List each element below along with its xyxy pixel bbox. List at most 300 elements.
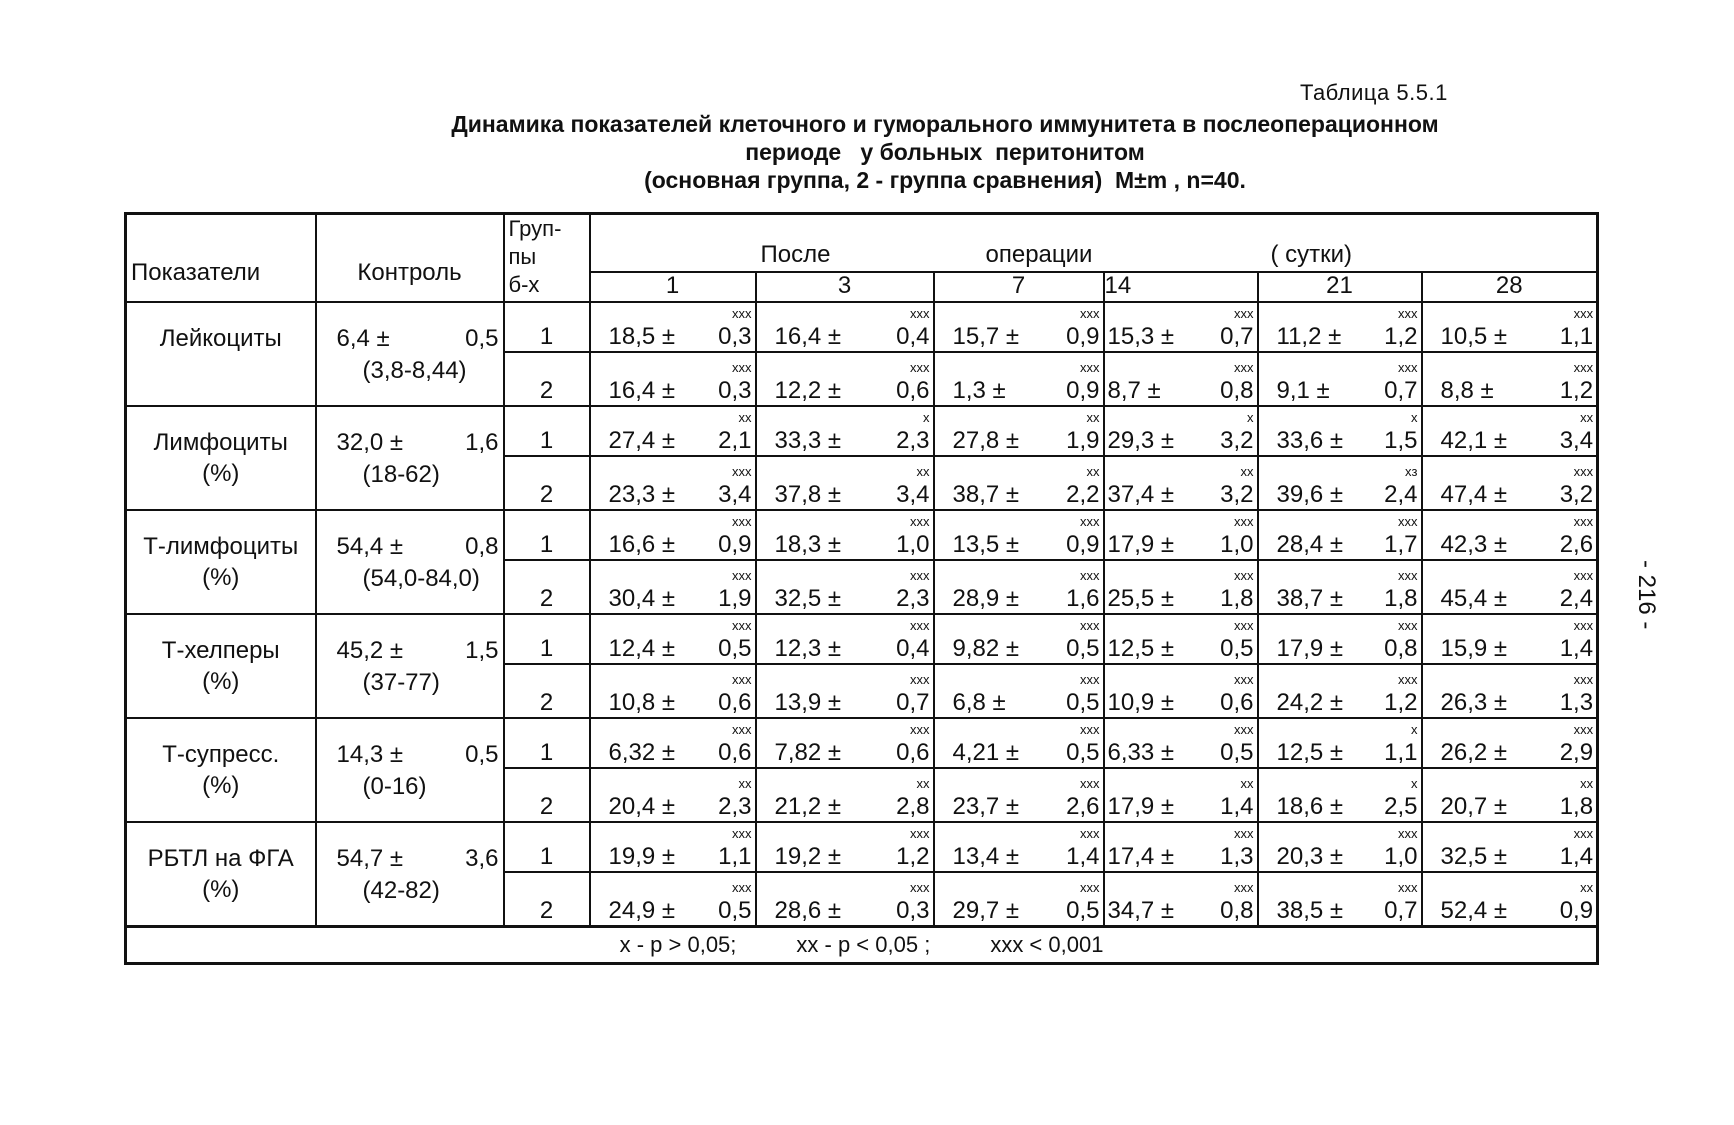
value-cell <box>934 822 1104 872</box>
mean-value: 4,21 ± <box>952 739 1020 766</box>
indicator-name-line: Лейкоциты <box>159 325 282 352</box>
indicator-name-line: (%) <box>202 876 240 903</box>
value-cell <box>756 510 934 560</box>
error-value: 2,2 <box>1066 481 1100 508</box>
header-groups-line: пы <box>508 244 537 269</box>
value-cell <box>1104 352 1258 406</box>
control-value <box>316 614 504 718</box>
mean-value: 24,9 ± <box>608 897 676 924</box>
legend-item: x - p > 0,05; <box>619 932 737 957</box>
control-range: (42-82) <box>362 877 440 904</box>
title-line: периоде у больных перитонитом <box>745 139 1145 165</box>
error-value: 0,7 <box>1384 897 1418 924</box>
title-line: (основная группа, 2 - группа сравнения) M±m , n=40. <box>644 167 1246 193</box>
value-cell <box>1422 456 1598 510</box>
error-value: 1,2 <box>896 843 930 870</box>
significance-mark: xx <box>1580 410 1594 425</box>
value-cell <box>934 456 1104 510</box>
significance-mark: xxx <box>1573 618 1594 633</box>
value-cell <box>590 614 756 664</box>
significance-mark: xxx <box>1234 514 1254 529</box>
mean-value: 52,4 ± <box>1440 897 1508 924</box>
control-value <box>316 406 504 510</box>
legend-item: xxx < 0,001 <box>990 932 1104 957</box>
value-cell <box>590 406 756 456</box>
value-cell <box>1258 510 1422 560</box>
mean-value: 21,2 ± <box>774 793 842 820</box>
table-row <box>126 406 1598 456</box>
error-value: 2,6 <box>1559 531 1594 558</box>
group-number: 2 <box>504 768 590 822</box>
indicator-name-line: Т-хелперы <box>161 637 280 664</box>
value-cell <box>1104 614 1258 664</box>
error-value: 1,8 <box>1559 793 1594 820</box>
mean-value: 17,9 ± <box>1107 531 1175 558</box>
mean-value: 38,5 ± <box>1276 897 1344 924</box>
value-cell <box>1258 302 1422 352</box>
mean-value: 8,7 ± <box>1107 377 1161 404</box>
error-value: 1,1 <box>718 843 752 870</box>
value-cell <box>1104 560 1258 614</box>
significance-mark: xxx <box>732 360 752 375</box>
error-value: 0,3 <box>896 897 930 924</box>
significance-mark: xxx <box>1080 568 1100 583</box>
value-cell <box>934 302 1104 352</box>
error-value: 1,1 <box>1559 323 1594 350</box>
indicator-name <box>126 406 316 510</box>
value-cell <box>1104 406 1258 456</box>
mean-value: 20,3 ± <box>1276 843 1344 870</box>
significance-mark: xxx <box>1234 826 1254 841</box>
control-range: (37-77) <box>362 669 440 696</box>
mean-value: 42,1 ± <box>1440 427 1508 454</box>
error-value: 1,1 <box>1384 739 1418 766</box>
mean-value: 38,7 ± <box>952 481 1020 508</box>
value-cell <box>1258 614 1422 664</box>
error-value: 0,6 <box>896 377 930 404</box>
mean-value: 6,8 ± <box>952 689 1006 716</box>
mean-value: 28,6 ± <box>774 897 842 924</box>
significance-mark: x <box>923 410 930 425</box>
value-cell <box>756 664 934 718</box>
error-value: 1,8 <box>1384 585 1418 612</box>
error-value: 2,3 <box>718 793 752 820</box>
table-row <box>126 302 1598 352</box>
control-mean: 32,0 ± <box>336 429 404 456</box>
mean-value: 15,7 ± <box>952 323 1020 350</box>
error-value: 2,9 <box>1559 739 1594 766</box>
mean-value: 13,5 ± <box>952 531 1020 558</box>
mean-value: 12,5 ± <box>1276 739 1344 766</box>
value-cell <box>1104 456 1258 510</box>
value-cell <box>1258 872 1422 927</box>
mean-value: 15,3 ± <box>1107 323 1175 350</box>
mean-value: 37,8 ± <box>774 481 842 508</box>
error-value: 1,8 <box>1220 585 1254 612</box>
value-cell <box>934 406 1104 456</box>
mean-value: 10,5 ± <box>1440 323 1508 350</box>
table-title <box>380 110 1510 194</box>
header-day: 1 <box>590 272 756 302</box>
mean-value: 47,4 ± <box>1440 481 1508 508</box>
significance-mark: xxx <box>910 672 930 687</box>
mean-value: 29,7 ± <box>952 897 1020 924</box>
significance-mark: xxx <box>1080 618 1100 633</box>
significance-mark: xxx <box>732 568 752 583</box>
mean-value: 17,4 ± <box>1107 843 1175 870</box>
error-value: 0,3 <box>718 377 752 404</box>
error-value: 2,1 <box>718 427 752 454</box>
mean-value: 8,8 ± <box>1440 377 1494 404</box>
value-cell <box>590 352 756 406</box>
significance-mark: xxx <box>1080 880 1100 895</box>
group-number: 1 <box>504 406 590 456</box>
significance-mark: xxx <box>1573 464 1594 479</box>
error-value: 2,5 <box>1384 793 1418 820</box>
error-value: 2,4 <box>1559 585 1594 612</box>
significance-mark: xxx <box>910 618 930 633</box>
error-value: 1,7 <box>1384 531 1418 558</box>
indicator-name <box>126 718 316 822</box>
error-value: 1,2 <box>1384 323 1418 350</box>
mean-value: 25,5 ± <box>1107 585 1175 612</box>
error-value: 0,9 <box>718 531 752 558</box>
significance-mark: xxx <box>1234 618 1254 633</box>
control-error: 0,5 <box>465 741 499 768</box>
error-value: 2,3 <box>896 585 930 612</box>
significance-mark: xxx <box>732 826 752 841</box>
error-value: 0,4 <box>896 323 930 350</box>
value-cell <box>590 718 756 768</box>
significance-mark: xxx <box>1398 360 1418 375</box>
value-cell <box>756 352 934 406</box>
mean-value: 37,4 ± <box>1107 481 1175 508</box>
value-cell <box>1422 406 1598 456</box>
mean-value: 16,6 ± <box>608 531 676 558</box>
error-value: 0,5 <box>1066 897 1100 924</box>
significance-mark: xx <box>1580 776 1594 791</box>
title-line: Динамика показателей клеточного и гуморального иммунитета в послеоперационном <box>451 111 1439 137</box>
error-value: 0,6 <box>718 689 752 716</box>
error-value: 0,6 <box>896 739 930 766</box>
error-value: 1,4 <box>1559 843 1594 870</box>
mean-value: 17,9 ± <box>1276 635 1344 662</box>
mean-value: 18,5 ± <box>608 323 676 350</box>
value-cell <box>934 664 1104 718</box>
control-mean: 14,3 ± <box>336 741 404 768</box>
significance-mark: xxx <box>910 568 930 583</box>
header-day: 21 <box>1258 272 1422 302</box>
significance-mark: xxx <box>1573 568 1594 583</box>
group-number: 1 <box>504 822 590 872</box>
significance-mark: xxx <box>1398 306 1418 321</box>
value-cell <box>756 614 934 664</box>
mean-value: 12,5 ± <box>1107 635 1175 662</box>
indicator-name <box>126 822 316 927</box>
mean-value: 27,8 ± <box>952 427 1020 454</box>
mean-value: 7,82 ± <box>774 739 842 766</box>
value-cell <box>1104 768 1258 822</box>
mean-value: 12,2 ± <box>774 377 842 404</box>
significance-mark: x <box>1411 722 1418 737</box>
value-cell <box>1422 664 1598 718</box>
mean-value: 23,7 ± <box>952 793 1020 820</box>
mean-value: 30,4 ± <box>608 585 676 612</box>
significance-mark: xxx <box>1573 360 1594 375</box>
error-value: 0,7 <box>1220 323 1254 350</box>
mean-value: 6,33 ± <box>1107 739 1175 766</box>
significance-mark: xxx <box>732 464 752 479</box>
control-error: 3,6 <box>465 845 499 872</box>
mean-value: 26,3 ± <box>1440 689 1508 716</box>
error-value: 1,0 <box>1220 531 1254 558</box>
value-cell <box>756 822 934 872</box>
error-value: 3,4 <box>1559 427 1594 454</box>
value-cell <box>1104 718 1258 768</box>
table-row <box>126 822 1598 872</box>
error-value: 0,5 <box>1220 635 1254 662</box>
header-after-word: операции <box>985 241 1093 268</box>
error-value: 0,8 <box>1384 635 1418 662</box>
header-day: 7 <box>934 272 1104 302</box>
control-error: 0,8 <box>465 533 499 560</box>
error-value: 0,8 <box>1220 377 1254 404</box>
header-day: 28 <box>1422 272 1598 302</box>
indicator-name-line: РБТЛ на ФГА <box>147 845 294 872</box>
mean-value: 28,9 ± <box>952 585 1020 612</box>
control-mean: 45,2 ± <box>336 637 404 664</box>
error-value: 1,9 <box>718 585 752 612</box>
control-value <box>316 302 504 406</box>
value-cell <box>590 664 756 718</box>
group-number: 2 <box>504 456 590 510</box>
error-value: 3,4 <box>896 481 930 508</box>
header-day: 14 <box>1104 272 1258 302</box>
significance-mark: xxx <box>1398 826 1418 841</box>
header-groups <box>504 214 590 303</box>
error-value: 1,2 <box>1384 689 1418 716</box>
mean-value: 20,4 ± <box>608 793 676 820</box>
error-value: 1,3 <box>1220 843 1254 870</box>
value-cell <box>934 768 1104 822</box>
significance-mark: xxx <box>1234 568 1254 583</box>
mean-value: 10,9 ± <box>1107 689 1175 716</box>
significance-mark: xx <box>916 464 930 479</box>
immunity-table <box>124 212 1599 965</box>
error-value: 1,9 <box>1066 427 1100 454</box>
significance-mark: xxx <box>732 722 752 737</box>
page-number: - 216 - <box>1633 560 1660 630</box>
significance-mark: xx <box>1240 464 1254 479</box>
significance-mark: xxx <box>1398 568 1418 583</box>
group-number: 2 <box>504 352 590 406</box>
value-cell <box>590 822 756 872</box>
error-value: 0,5 <box>1066 635 1100 662</box>
value-cell <box>1422 352 1598 406</box>
indicator-name-line: Лимфоциты <box>153 429 288 456</box>
table-row <box>126 718 1598 768</box>
table-row <box>126 614 1598 664</box>
mean-value: 32,5 ± <box>1440 843 1508 870</box>
table-row <box>126 510 1598 560</box>
significance-mark: xxx <box>1080 826 1100 841</box>
significance-mark: xx <box>916 776 930 791</box>
significance-mark: xxx <box>1080 672 1100 687</box>
error-value: 0,3 <box>718 323 752 350</box>
value-cell <box>756 872 934 927</box>
group-number: 1 <box>504 510 590 560</box>
control-range: (3,8-8,44) <box>362 357 467 384</box>
significance-mark: xxx <box>1080 360 1100 375</box>
significance-mark: xxx <box>1234 880 1254 895</box>
indicator-name-line: Т-лимфоциты <box>143 533 299 560</box>
error-value: 0,9 <box>1066 531 1100 558</box>
error-value: 0,7 <box>1384 377 1418 404</box>
control-value <box>316 718 504 822</box>
value-cell <box>934 352 1104 406</box>
value-cell <box>756 718 934 768</box>
value-cell <box>756 406 934 456</box>
header-day: 3 <box>756 272 934 302</box>
error-value: 0,7 <box>896 689 930 716</box>
group-number: 2 <box>504 664 590 718</box>
error-value: 0,8 <box>1220 897 1254 924</box>
value-cell <box>1258 768 1422 822</box>
value-cell <box>1258 664 1422 718</box>
value-cell <box>1422 768 1598 822</box>
error-value: 0,4 <box>896 635 930 662</box>
significance-mark: x <box>1411 776 1418 791</box>
significance-mark: xx <box>738 410 752 425</box>
mean-value: 9,82 ± <box>952 635 1020 662</box>
control-mean: 54,7 ± <box>336 845 404 872</box>
value-cell <box>590 560 756 614</box>
mean-value: 34,7 ± <box>1107 897 1175 924</box>
mean-value: 24,2 ± <box>1276 689 1344 716</box>
indicator-name <box>126 302 316 406</box>
value-cell <box>1258 352 1422 406</box>
value-cell <box>1422 560 1598 614</box>
significance-mark: xз <box>1405 464 1418 479</box>
significance-mark: xxx <box>910 514 930 529</box>
significance-mark: xxx <box>1234 722 1254 737</box>
control-range: (18-62) <box>362 461 440 488</box>
significance-mark: xxx <box>1398 514 1418 529</box>
mean-value: 12,4 ± <box>608 635 676 662</box>
value-cell <box>1422 718 1598 768</box>
value-cell <box>590 768 756 822</box>
table-number: Таблица 5.5.1 <box>1300 80 1448 105</box>
significance-mark: xxx <box>1573 514 1594 529</box>
value-cell <box>1422 510 1598 560</box>
legend-item: xx - p < 0,05 ; <box>796 932 931 957</box>
value-cell <box>934 614 1104 664</box>
legend-row <box>126 927 1598 964</box>
value-cell <box>1258 406 1422 456</box>
mean-value: 29,3 ± <box>1107 427 1175 454</box>
significance-mark: xxx <box>1080 306 1100 321</box>
control-value <box>316 822 504 927</box>
mean-value: 26,2 ± <box>1440 739 1508 766</box>
header-groups-line: Груп- <box>508 216 562 241</box>
value-cell <box>1422 872 1598 927</box>
control-range: (54,0-84,0) <box>362 565 480 592</box>
value-cell <box>934 872 1104 927</box>
control-mean: 6,4 ± <box>336 325 390 352</box>
significance-mark: xxx <box>1234 672 1254 687</box>
significance-mark: xxx <box>1234 306 1254 321</box>
error-value: 0,5 <box>1066 689 1100 716</box>
value-cell <box>1104 872 1258 927</box>
significance-mark: xxx <box>1573 672 1594 687</box>
control-error: 0,5 <box>465 325 499 352</box>
value-cell <box>934 510 1104 560</box>
mean-value: 27,4 ± <box>608 427 676 454</box>
mean-value: 23,3 ± <box>608 481 676 508</box>
significance-mark: x <box>1247 410 1254 425</box>
mean-value: 16,4 ± <box>608 377 676 404</box>
error-value: 1,6 <box>1066 585 1100 612</box>
mean-value: 11,2 ± <box>1276 323 1342 350</box>
value-cell <box>1258 560 1422 614</box>
mean-value: 20,7 ± <box>1440 793 1508 820</box>
significance-mark: xxx <box>1573 826 1594 841</box>
control-mean: 54,4 ± <box>336 533 404 560</box>
value-cell <box>756 768 934 822</box>
error-value: 1,4 <box>1220 793 1254 820</box>
mean-value: 32,5 ± <box>774 585 842 612</box>
mean-value: 28,4 ± <box>1276 531 1344 558</box>
error-value: 0,9 <box>1066 377 1100 404</box>
error-value: 0,9 <box>1066 323 1100 350</box>
indicator-name-line: (%) <box>202 772 240 799</box>
mean-value: 18,6 ± <box>1276 793 1344 820</box>
mean-value: 16,4 ± <box>774 323 842 350</box>
error-value: 0,5 <box>1220 739 1254 766</box>
significance-mark: xxx <box>910 880 930 895</box>
error-value: 1,2 <box>1559 377 1594 404</box>
significance-mark: x <box>1411 410 1418 425</box>
error-value: 0,5 <box>718 897 752 924</box>
mean-value: 1,3 ± <box>952 377 1006 404</box>
mean-value: 33,6 ± <box>1276 427 1344 454</box>
error-value: 1,0 <box>1384 843 1418 870</box>
value-cell <box>1258 718 1422 768</box>
significance-mark: xxx <box>732 672 752 687</box>
value-cell <box>1104 302 1258 352</box>
mean-value: 12,3 ± <box>774 635 842 662</box>
significance-mark: xxx <box>1080 776 1100 791</box>
significance-mark: xxx <box>910 826 930 841</box>
significance-mark: xxx <box>1234 360 1254 375</box>
mean-value: 45,4 ± <box>1440 585 1508 612</box>
indicator-name-line: Т-супресс. <box>162 741 280 768</box>
value-cell <box>1104 510 1258 560</box>
indicator-name-line: (%) <box>202 668 240 695</box>
significance-legend <box>126 927 1598 964</box>
mean-value: 13,4 ± <box>952 843 1020 870</box>
mean-value: 19,9 ± <box>608 843 676 870</box>
value-cell <box>1422 822 1598 872</box>
value-cell <box>1104 822 1258 872</box>
value-cell <box>1104 664 1258 718</box>
error-value: 0,6 <box>1220 689 1254 716</box>
indicator-name-line: (%) <box>202 460 240 487</box>
mean-value: 38,7 ± <box>1276 585 1344 612</box>
error-value: 2,6 <box>1066 793 1100 820</box>
group-number: 2 <box>504 560 590 614</box>
error-value: 1,5 <box>1384 427 1418 454</box>
